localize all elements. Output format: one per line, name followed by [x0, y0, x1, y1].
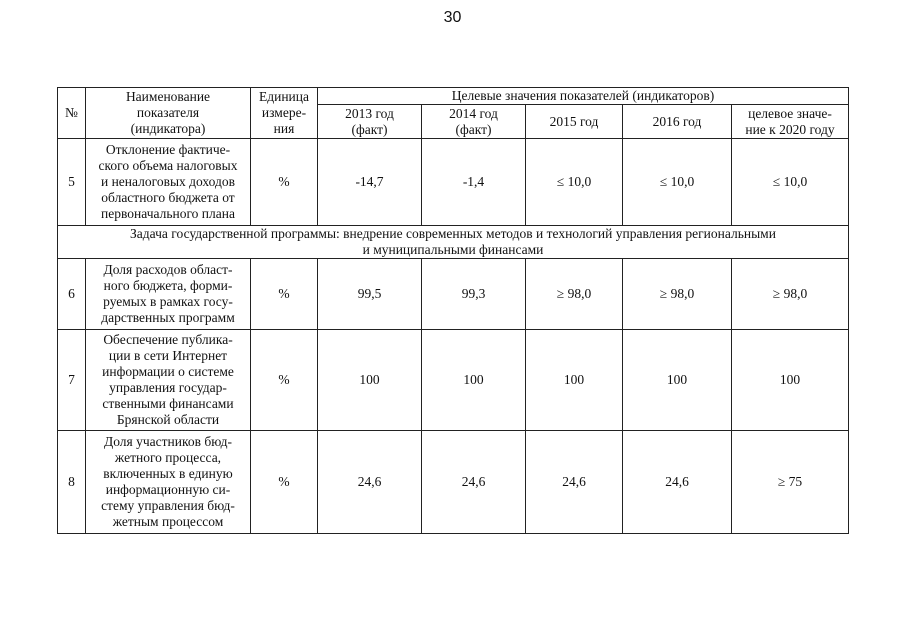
table-row	[58, 330, 849, 431]
row-name: Обеспечение публика- ции в сети Интернет информации о системе управления государ- ственными финансами Брянской области	[86, 330, 251, 431]
row-value: 100	[526, 330, 623, 431]
header-year: 2014 год (факт)	[422, 105, 526, 139]
row-value: -1,4	[422, 139, 526, 226]
header-year: 2015 год	[526, 105, 623, 139]
row-value: ≤ 10,0	[732, 139, 849, 226]
row-value: 100	[623, 330, 732, 431]
row-name: Доля расходов област- ного бюджета, форми- руемых в рамках госу- дарственных программ	[86, 259, 251, 330]
header-year: 2016 год	[623, 105, 732, 139]
row-value: 100	[422, 330, 526, 431]
row-value: ≥ 98,0	[526, 259, 623, 330]
row-unit: %	[251, 259, 318, 330]
header-unit: Единица измере- ния	[251, 88, 318, 139]
row-value: 24,6	[422, 431, 526, 534]
row-name: Доля участников бюд- жетного процесса, включенных в единую информационную си- стему управления бюд- жетным процессом	[86, 431, 251, 534]
row-value: 24,6	[526, 431, 623, 534]
table-row	[58, 431, 849, 534]
row-value: 99,5	[318, 259, 422, 330]
row-value: ≥ 75	[732, 431, 849, 534]
row-name: Отклонение фактиче- ского объема налоговых и неналоговых доходов областного бюджета от первоначального плана	[86, 139, 251, 226]
task-heading: Задача государственной программы: внедрение современных методов и технологий управления региональными и муниципальными финансами	[58, 226, 849, 259]
row-value: -14,7	[318, 139, 422, 226]
row-value: ≥ 98,0	[623, 259, 732, 330]
header-targets: Целевые значения показателей (индикаторов)	[318, 88, 849, 105]
row-value: 24,6	[318, 431, 422, 534]
page-number: 30	[443, 9, 462, 26]
row-value: 100	[318, 330, 422, 431]
row-value: 100	[732, 330, 849, 431]
row-num: 6	[58, 259, 86, 330]
table-row	[58, 139, 849, 226]
table-row	[58, 259, 849, 330]
row-unit: %	[251, 139, 318, 226]
row-num: 7	[58, 330, 86, 431]
indicators-table	[57, 87, 849, 534]
row-value: ≤ 10,0	[623, 139, 732, 226]
row-unit: %	[251, 431, 318, 534]
row-value: ≥ 98,0	[732, 259, 849, 330]
header-row	[58, 88, 849, 105]
task-row	[58, 226, 849, 259]
row-num: 8	[58, 431, 86, 534]
row-value: 24,6	[623, 431, 732, 534]
header-name: Наименование показателя (индикатора)	[86, 88, 251, 139]
header-year: 2013 год (факт)	[318, 105, 422, 139]
header-year: целевое значе- ние к 2020 году	[732, 105, 849, 139]
row-value: 99,3	[422, 259, 526, 330]
row-unit: %	[251, 330, 318, 431]
row-value: ≤ 10,0	[526, 139, 623, 226]
header-num: №	[58, 88, 86, 139]
row-num: 5	[58, 139, 86, 226]
